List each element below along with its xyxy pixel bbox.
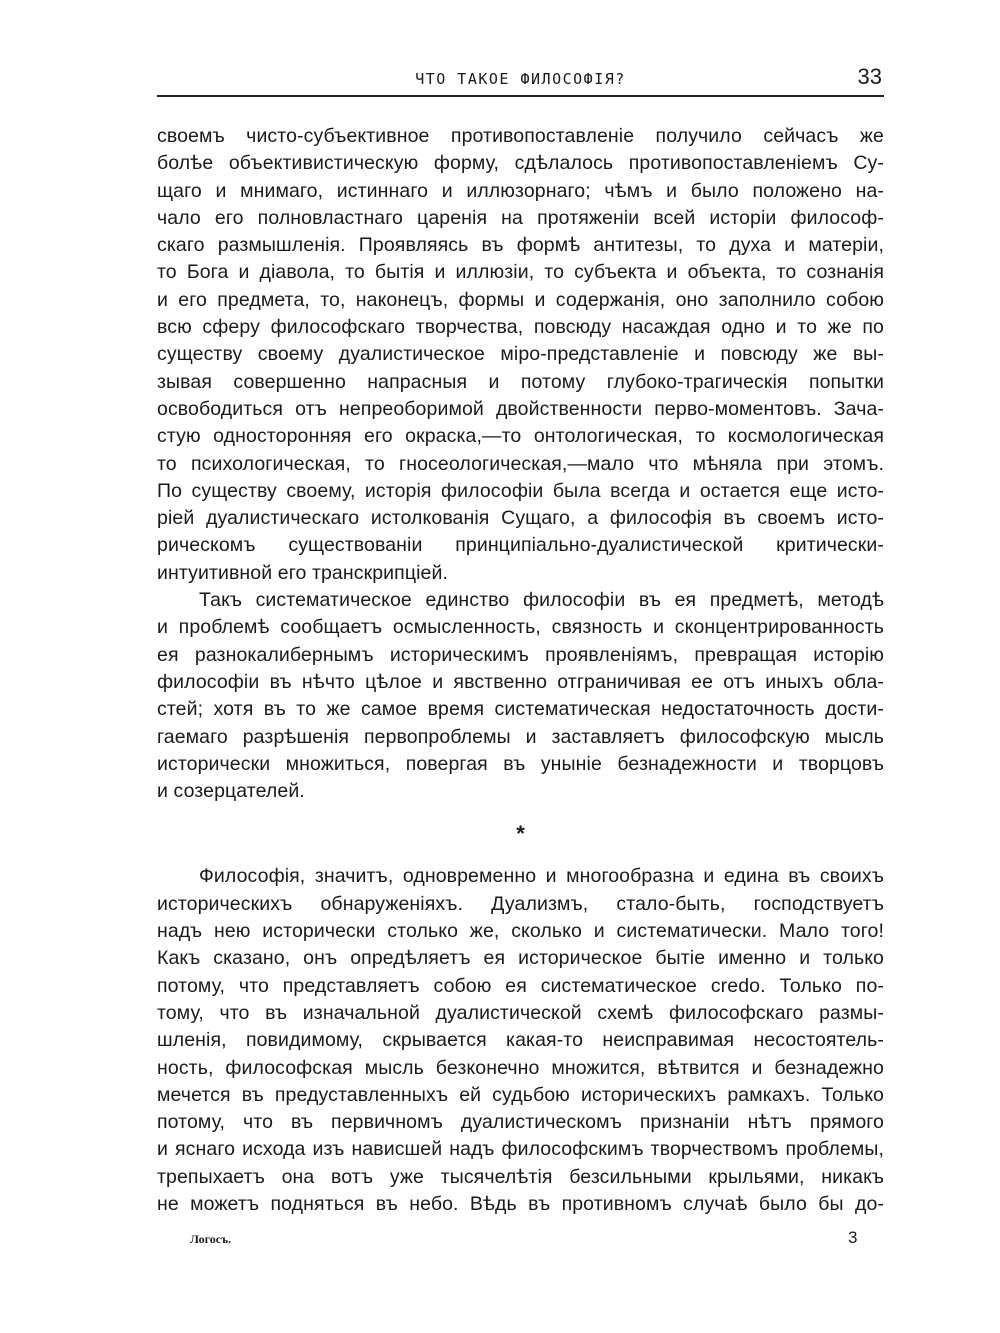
text-line: потому, что въ первичномъ дуалистическомъ признаніи нѣтъ прямого [157,1111,884,1134]
text-line: философіи въ нѣчто цѣлое и явственно отграничивая ее отъ иныхъ обла- [157,670,884,693]
text-line: и созерцателей. [157,780,305,803]
text-line: стей; хотя въ то же самое время систематическая недостаточность дости- [157,698,884,721]
text-line: рическомъ существованіи принципіально-дуалистической критически- [157,534,884,557]
footer-signature: Логосъ. [190,1232,232,1246]
text-line: чало его полновластнаго царенія на протяженіи всей исторіи философ- [157,206,884,229]
paragraph [157,123,884,587]
text-line: интуитивной его транскрипціей. [157,561,448,584]
text-line: надъ нею исторически столько же, сколько и систематически. Мало того! [157,920,884,943]
text-line: Философія, значитъ, одновременно и многообразна и едина въ своихъ [199,865,884,888]
header-rule [157,95,884,97]
page-number: 33 [857,64,882,89]
text-line: потому, что представляетъ собою ея систематическое credo. Только по- [157,974,884,997]
text-line: исторически множиться, повергая въ уныніе безнадежности и творцовъ [157,752,884,775]
text-line: всю сферу философскаго творчества, повсюду насаждая одно и то же по [157,316,884,339]
running-header [157,64,884,96]
text-line: то психологическая, то гносеологическая,—мало что мѣняла при этомъ. [157,452,884,475]
text-line: то Бога и діавола, то бытія и иллюзіи, то субъекта и объекта, то сознанія [157,261,884,284]
text-line: ность, философская мысль безконечно множится, вѣтвится и безнадежно [157,1056,884,1079]
paragraph [157,587,884,805]
page-body [157,123,884,1218]
text-line: своемъ чисто-субъективное противопоставленіе получило сейчасъ же [157,125,884,147]
text-line: освободиться отъ непреоборимой двойственности перво-моментовъ. Зача- [157,397,884,420]
text-line: щаго и мнимаго, истиннаго и иллюзорнаго; чѣмъ и было положено на- [157,179,884,202]
text-line: ея разнокалибернымъ историческимъ проявленіямъ, превращая исторію [157,643,884,666]
text-line: историческихъ обнаруженіяхъ. Дуализмъ, стало-быть, господствуетъ [157,892,884,915]
sheet-number: 3 [848,1228,858,1247]
text-line: мечется въ предуставленныхъ ей судьбою историческихъ рамкахъ. Только [157,1083,884,1106]
text-line: и проблемѣ сообщаетъ осмысленность, связность и сконцентрированность [157,616,884,639]
text-line: тому, что въ изначальной дуалистической схемѣ философскаго размы- [157,1001,884,1024]
text-line: зывая совершенно напрасныя и потому глубоко-трагическія попытки [157,370,884,393]
text-line: существу своему дуалистическое міро-представленіе и повсюду же вы- [157,343,884,366]
text-line: Какъ сказано, онъ опредѣляетъ ея историческое бытіе именно и только [157,947,884,970]
text-line: Такъ систематическое единство философіи въ ея предметѣ, методѣ [199,589,884,612]
text-line: болѣе объективистическую форму, сдѣлалось противопоставленіемъ Су- [157,152,884,175]
paragraph [157,863,884,1218]
text-line: скаго размышленія. Проявляясь въ формѣ антитезы, то духа и матеріи, [157,234,884,257]
text-line: и яснаго исхода изъ нависшей надъ философскимъ творчествомъ проблемы, [157,1138,884,1161]
text-line: ріей дуалистическаго истолкованія Сущаго, а философія въ своемъ исто- [157,507,884,530]
text-line: трепыхаетъ она вотъ уже тысячелѣтія безсильными крыльями, никакъ [157,1165,884,1188]
section-separator: * [516,821,525,847]
text-line: и его предмета, то, наконецъ, формы и содержанія, оно заполнило собою [157,288,884,311]
text-line: гаемаго разрѣшенія первопроблемы и заставляетъ философскую мысль [157,725,884,748]
text-line: стую односторонняя его окраска,—то онтологическая, то космологическая [157,425,884,448]
text-line: шленія, повидимому, скрывается какая-то неисправимая несостоятель- [157,1029,884,1052]
text-line: По существу своему, исторія философіи была всегда и остается еще исто- [157,479,884,502]
text-line: не можетъ подняться въ небо. Вѣдь въ противномъ случаѣ было бы до- [157,1192,884,1215]
running-title: ЧТО ТАКОЕ ФИЛОСОФІЯ? [415,70,626,88]
